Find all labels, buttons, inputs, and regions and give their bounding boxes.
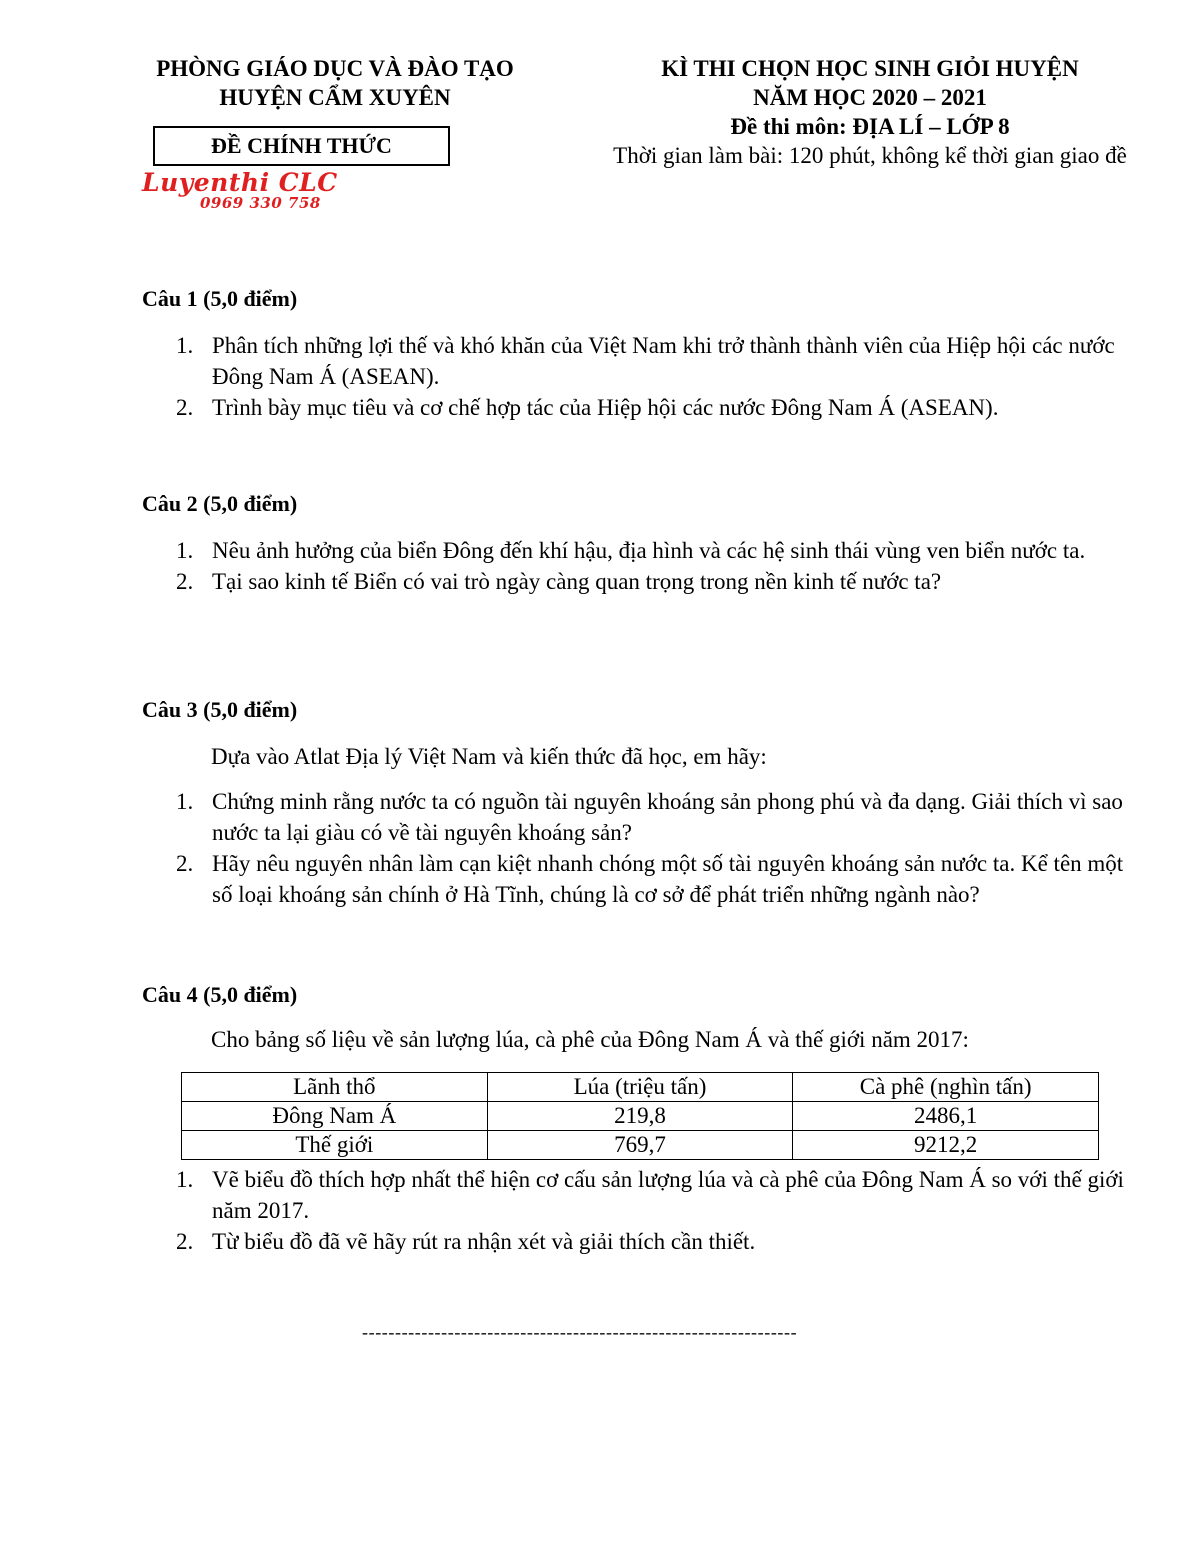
list-item — [176, 330, 1146, 392]
item-number: 1. — [176, 1167, 194, 1192]
item-number: 2. — [176, 569, 194, 594]
item-number: 1. — [176, 333, 194, 358]
exam-subject: Đề thi môn: ĐỊA LÍ – LỚP 8 — [730, 114, 1010, 139]
question-3-title: Câu 3 (5,0 điểm) — [142, 697, 298, 722]
list-item — [176, 1164, 1146, 1226]
item-text: Hãy nêu nguyên nhân làm cạn kiệt nhanh chóng một số tài nguyên khoáng sản nước ta. Kể tên một số loại khoáng sản chính ở Hà Tĩnh, chúng là cơ sở để phát triển những ngành nào? — [212, 851, 1124, 907]
watermark-logo — [140, 168, 370, 218]
list-item — [176, 848, 1146, 910]
watermark-phone: 0969 330 758 — [200, 194, 321, 212]
item-number: 2. — [176, 1229, 194, 1254]
table-cell: Đông Nam Á — [182, 1102, 488, 1131]
question-3-items — [176, 786, 1146, 910]
item-text: Nêu ảnh hưởng của biển Đông đến khí hậu, địa hình và các hệ sinh thái vùng ven biển nước ta. — [212, 538, 1086, 563]
school-year: NĂM HỌC 2020 – 2021 — [753, 85, 987, 110]
official-label: ĐỀ CHÍNH THỨC — [211, 133, 392, 158]
exam-duration: Thời gian làm bài: 120 phút, không kể thời gian giao đề — [613, 143, 1127, 168]
question-2-title: Câu 2 (5,0 điểm) — [142, 491, 298, 516]
item-text: Chứng minh rằng nước ta có nguồn tài nguyên khoáng sản phong phú và đa dạng. Giải thích vì sao nước ta lại giàu có về tài nguyên khoáng sản? — [212, 789, 1123, 845]
table-cell: 9212,2 — [793, 1131, 1099, 1160]
question-4-title: Câu 4 (5,0 điểm) — [142, 982, 298, 1007]
list-item — [176, 566, 1146, 597]
question-1-title: Câu 1 (5,0 điểm) — [142, 286, 298, 311]
exam-title: KÌ THI CHỌN HỌC SINH GIỎI HUYỆN — [661, 56, 1079, 81]
table-header-cell: Lãnh thổ — [182, 1073, 488, 1102]
question-4-items — [176, 1164, 1146, 1257]
item-text: Vẽ biểu đồ thích hợp nhất thể hiện cơ cấu sản lượng lúa và cà phê của Đông Nam Á so với thế giới năm 2017. — [212, 1167, 1124, 1223]
production-table — [181, 1072, 1099, 1160]
question-1-items — [176, 330, 1146, 423]
table-cell: 219,8 — [487, 1102, 793, 1131]
table-header-row — [182, 1073, 1099, 1102]
issuing-office — [100, 54, 570, 112]
item-text: Tại sao kinh tế Biển có vai trò ngày càng quan trọng trong nền kinh tế nước ta? — [212, 569, 942, 594]
question-3-intro: Dựa vào Atlat Địa lý Việt Nam và kiến thức đã học, em hãy: — [211, 744, 767, 769]
item-text: Phân tích những lợi thế và khó khăn của Việt Nam khi trở thành thành viên của Hiệp hội các nước Đông Nam Á (ASEAN). — [212, 333, 1115, 389]
office-line-2: HUYỆN CẨM XUYÊN — [219, 85, 451, 110]
item-number: 2. — [176, 395, 194, 420]
list-item — [176, 392, 1146, 423]
item-text: Từ biểu đồ đã vẽ hãy rút ra nhận xét và giải thích cần thiết. — [212, 1229, 756, 1254]
table-header-cell: Lúa (triệu tấn) — [487, 1073, 793, 1102]
table-row — [182, 1131, 1099, 1160]
list-item — [176, 786, 1146, 848]
table-header-cell: Cà phê (nghìn tấn) — [793, 1073, 1099, 1102]
list-item — [176, 535, 1146, 566]
item-number: 2. — [176, 851, 194, 876]
item-text: Trình bày mục tiêu và cơ chế hợp tác của Hiệp hội các nước Đông Nam Á (ASEAN). — [212, 395, 999, 420]
item-number: 1. — [176, 538, 194, 563]
table-row — [182, 1102, 1099, 1131]
office-line-1: PHÒNG GIÁO DỤC VÀ ĐÀO TẠO — [156, 56, 514, 81]
question-4-intro: Cho bảng số liệu về sản lượng lúa, cà phê của Đông Nam Á và thế giới năm 2017: — [211, 1027, 969, 1052]
watermark-name: Luyenthi CLC — [142, 168, 338, 197]
table-cell: 769,7 — [487, 1131, 793, 1160]
exam-heading — [560, 54, 1180, 170]
table-cell: Thế giới — [182, 1131, 488, 1160]
list-item — [176, 1226, 1146, 1257]
item-number: 1. — [176, 789, 194, 814]
end-divider: ------------------------------------------------------------------ — [362, 1322, 798, 1342]
question-2-items — [176, 535, 1146, 597]
official-label-box — [153, 126, 450, 166]
table-cell: 2486,1 — [793, 1102, 1099, 1131]
